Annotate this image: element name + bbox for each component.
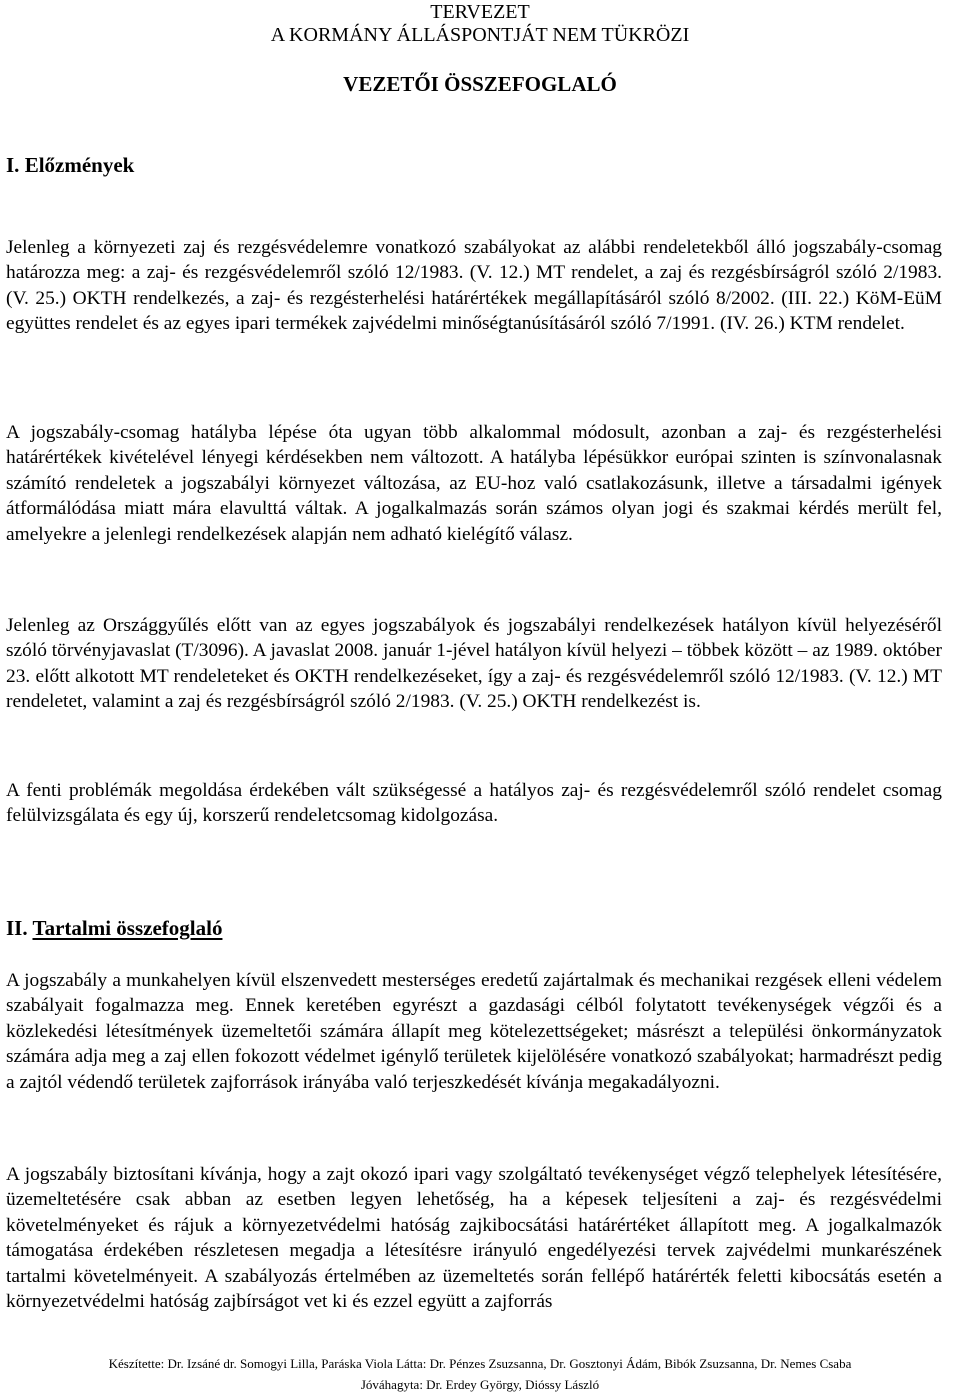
footer-authors: Készítette: Dr. Izsáné dr. Somogyi Lilla, Paráska Viola Látta: Dr. Pénzes Zsuzsanna, Dr. Gosztonyi Ádám, Bibók Zsuzsanna, Dr. Nemes Csaba — [108, 1356, 852, 1371]
paragraph: A jogszabály a munkahelyen kívül elszenvedett mesterséges eredetű zajártalmak és mechanikai rezgések elleni védelem szabályait fogalmazza meg. Ennek keretében egyrészt a gazdasági célból folytatott tevékenységek végzői és a közlekedési létesítmények üzemeltetői számára állapít meg kötelezettségeket; másrészt a települési önkormányzatok számára adja meg a zaj ellen fokozott védelmet igénylő területek kijelölésére vonatkozó szabályokat; harmadrészt pedig a zajtól védendő területek zajforrások irányába való terjeszkedését kívánja megakadályozni. — [6, 970, 942, 1093]
document-title: VEZETŐI ÖSSZEFOGLALÓ — [343, 72, 617, 96]
draft-label: TERVEZET — [430, 1, 530, 23]
section-heading-2 — [6, 915, 222, 941]
disclaimer-label: A KORMÁNY ÁLLÁSPONTJÁT NEM TÜKRÖZI — [270, 24, 690, 46]
paragraph: Jelenleg az Országgyűlés előtt van az egyes jogszabályok és jogszabályi rendelkezések hatályon kívül helyezéséről szóló törvényjavaslat (T/3096). A javaslat 2008. január 1-jével hatályon kívül helyezi – többek között – az 1989. október 23. előtt alkotott MT rendeleteket és OKTH rendelkezéseket, így a zaj- és rezgésvédelemről szóló 12/1983. (V. 12.) MT rendeletet, valamint a zaj és rezgésbírságról szóló 2/1983. (V. 25.) OKTH rendelkezést is. — [6, 615, 942, 713]
section-title: Tartalmi összefoglaló — [32, 916, 223, 940]
section-heading-1 — [6, 152, 134, 178]
section-title: Előzmények — [24, 153, 135, 177]
paragraph: A fenti problémák megoldása érdekében vált szükségessé a hatályos zaj- és rezgésvédelemről szóló rendelet csomag felülvizsgálata és egy új, korszerű rendeletcsomag kidolgozása. — [6, 780, 942, 827]
paragraph: Jelenleg a környezeti zaj és rezgésvédelemre vonatkozó szabályokat az alábbi rendeletekből álló jogszabály-csomag határozza meg: a zaj- és rezgésvédelemről szóló 12/1983. (V. 12.) MT rendelet, a zaj és rezgésbírságról szóló 2/1983. (V. 25.) OKTH rendelkezés, a zaj- és rezgésterhelési határértékek megállapításáról szóló 8/2002. (III. 22.) KöM-EüM együttes rendelet és az egyes ipari termékek zajvédelmi minőségtanúsításáról szóló 7/1991. (IV. 26.) KTM rendelet. — [6, 237, 942, 335]
section-number: II. — [6, 916, 28, 940]
paragraph: A jogszabály-csomag hatályba lépése óta ugyan több alkalommal módosult, azonban a zaj- és rezgésterhelési határértékek kivételével lényegi kérdésekben nem változott. A hatályba lépésükkor európai szinten is színvonalasnak számító rendeletek a jogszabályi környezet változása, az EU-hoz való csatlakozásunk, illetve a társadalmi igények átformálódása miatt mára elavulttá váltak. A jogalkalmazás során számos olyan jogi és szakmai kérdés merült fel, amelyekre a jelenlegi rendelkezések alapján nem adható kielégítő válasz. — [6, 422, 942, 545]
section-number: I. — [6, 153, 20, 177]
footer-approval: Jóváhagyta: Dr. Erdey György, Dióssy László — [360, 1377, 600, 1392]
paragraph: A jogszabály biztosítani kívánja, hogy a zajt okozó ipari vagy szolgáltató tevékenységet végző telephelyek létesítésére, üzemeltetésére csak abban az esetben legyen lehetőség, ha a képesek teljesíteni a zaj- és rezgésvédelmi követelményeket és rájuk a környezetvédelmi hatóság zajkibocsátási határértéket állapított meg. A jogalkalmazók támogatása érdekében részletesen megadja a létesítésre irányuló engedélyezési tervek zajvédelmi munkarészének tartalmi követelményeit. A szabályozás értelmében az üzemeltetés során fellépő határérték feletti kibocsátás esetén a környezetvédelmi hatóság zajbírságot vet ki és ezzel együtt a zajforrás — [6, 1164, 942, 1313]
